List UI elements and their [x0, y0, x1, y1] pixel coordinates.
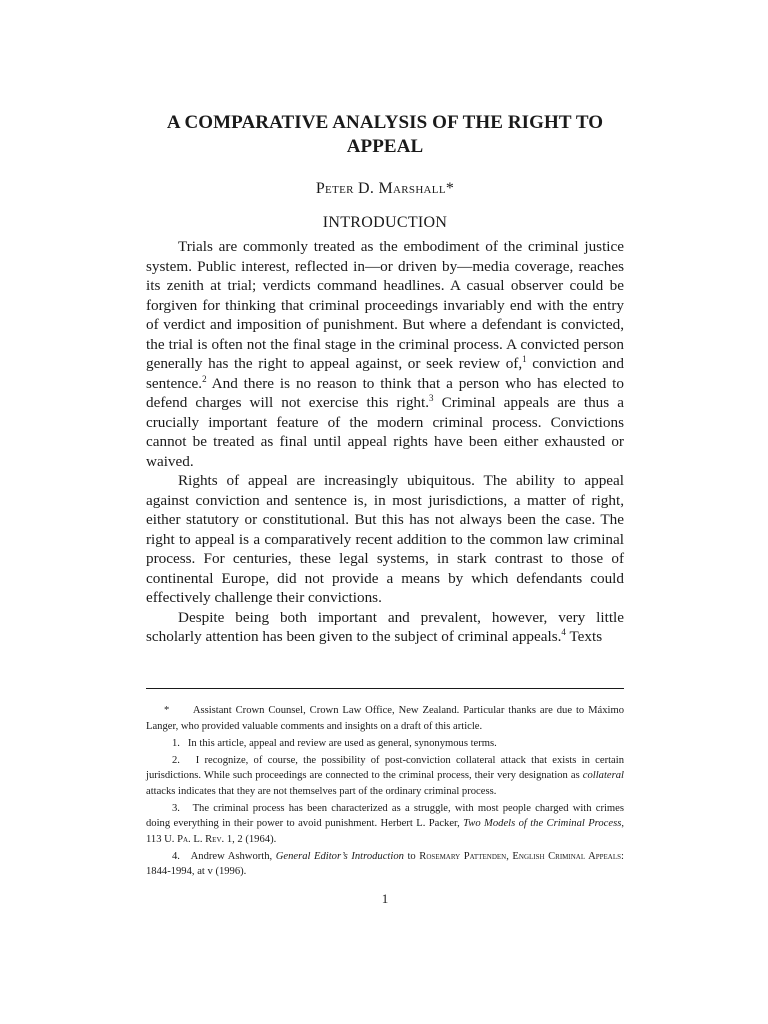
- footnote-ref-4[interactable]: 4: [561, 627, 566, 637]
- footnote-3: 3. The criminal process has been characterized as a struggle, with most people charged with crimes doing everything in their power to avoid punishment. Herbert L. Packer, Two Models of the Criminal Process, 113 U. Pa. L. Rev. 1, 2 (1964).: [146, 802, 624, 845]
- section-heading: INTRODUCTION: [322, 214, 448, 231]
- paragraph-1: Trials are commonly treated as the embodiment of the criminal justice system. Public interest, reflected in—or driven by—media coverage, reaches its zenith at trial; verdicts command headlines. A casual observer could be forgiven for thinking that criminal proceedings invariably end with the entry of verdict and imposition of punishment. But where a defendant is convicted, the trial is often not the final stage in the criminal process. A convicted person generally has the right to appeal against, or seek review of,$^1$ conviction and sentence.$^2$ And there is no reason to think that a person who has elected to defend charges will not exercise this right.$^3$ Criminal appeals are thus a crucially important feature of the modern criminal process. Convictions cannot be treated as final until appeal rights have been either exhausted or waived.: [146, 238, 624, 470]
- author-name: Peter D. Marshall*: [315, 180, 455, 197]
- footnote-ref-1[interactable]: 1: [522, 354, 527, 364]
- body-text: [146, 237, 624, 647]
- footnote-ref-3[interactable]: 3: [429, 393, 434, 403]
- footnote-author: * Assistant Crown Counsel, Crown Law Office, New Zealand. Particular thanks are due to Máximo Langer, who provided valuable comments and insights on a draft of this article.: [146, 705, 624, 732]
- footnote-divider: [146, 688, 624, 689]
- footnote-4: 4. Andrew Ashworth, General Editor’s Introduction to Rosemary Pattenden, English Criminal Appeals: 1844-1994, at v (1996).: [146, 850, 624, 877]
- footnote-ref-2[interactable]: 2: [202, 373, 207, 384]
- footnote-2: 2. I recognize, of course, the possibility of post-conviction collateral attack that exists in certain jurisdictions. While such proceedings are connected to the criminal process, their very designation as collateral attacks indicates that they are not themselves part of the ordinary criminal process.: [146, 754, 624, 797]
- page-number: 1: [381, 891, 389, 906]
- paragraph-3: Despite being both important and prevalent, however, very little scholarly attention has been given to the subject of criminal appeals.$^4$ Texts: [146, 608, 624, 645]
- footnotes: [146, 703, 624, 881]
- footnote-1: 1. In this article, appeal and review are used as general, synonymous terms.: [172, 737, 497, 749]
- paragraph-2: Rights of appeal are increasingly ubiquitous. The ability to appeal against conviction and sentence is, in most jurisdictions, a matter of right, either statutory or constitutional. But this has not always been the case. The right to appeal is a comparatively recent addition to the common law criminal process. For centuries, these legal systems, in stark contrast to those of continental Europe, did not provide a means by which defendants could effectively challenge their convictions.: [146, 472, 624, 606]
- article-title: A COMPARATIVE ANALYSIS OF THE RIGHT TO APPEAL: [166, 112, 604, 157]
